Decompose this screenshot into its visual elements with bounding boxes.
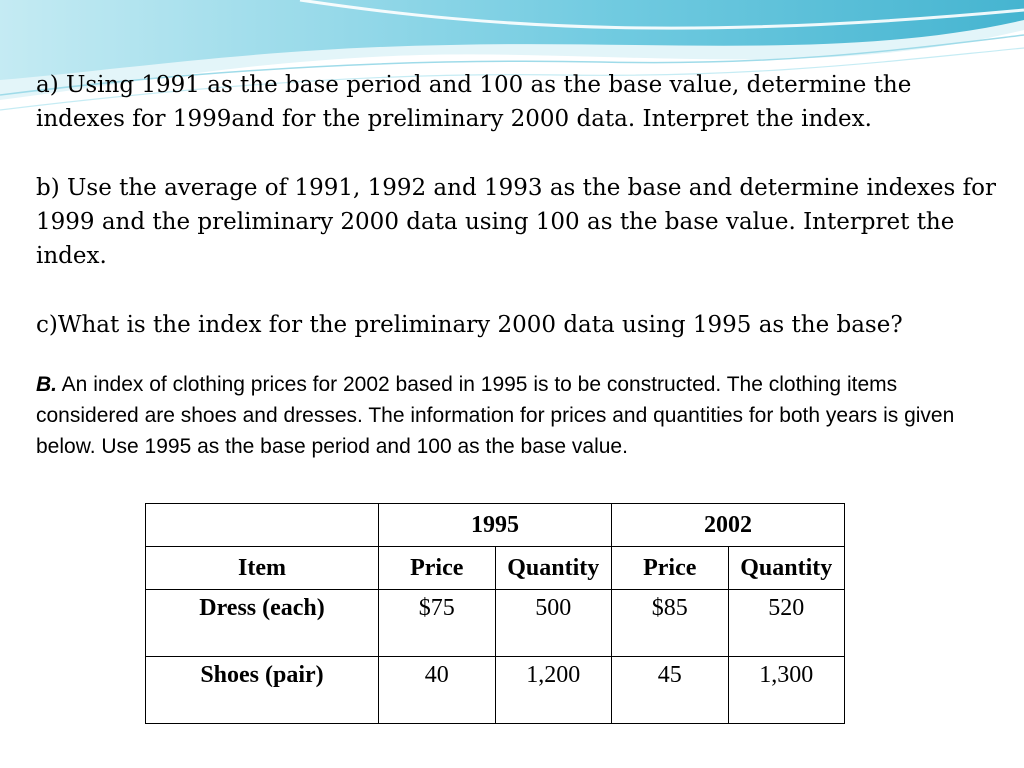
table-cell: 520 — [728, 590, 845, 657]
column-header-cell: Quantity — [495, 547, 612, 590]
question-b-text: b) Use the average of 1991, 1992 and 1993 as the base and determine indexes for 1999 and the preliminary 2000 data using 100 as the base value. Interpret the index. — [36, 175, 1004, 269]
table-cell: 1,200 — [495, 657, 612, 724]
table-row — [146, 657, 845, 724]
clothing-price-table — [145, 503, 845, 724]
table-row — [146, 590, 845, 657]
question-c-text: c)What is the index for the preliminary 2000 data using 1995 as the base? — [36, 312, 903, 338]
column-header-cell: Price — [612, 547, 729, 590]
year-header-cell: 2002 — [612, 504, 845, 547]
column-header-cell: Quantity — [728, 547, 845, 590]
column-header-cell: Price — [379, 547, 496, 590]
table-cell: 1,300 — [728, 657, 845, 724]
question-a-text: a) Using 1991 as the base period and 100 as the base value, determine the indexes for 1999and for the preliminary 2000 data. Interpret the index. — [36, 72, 919, 132]
table-cell: 45 — [612, 657, 729, 724]
table-cell: $75 — [379, 590, 496, 657]
column-header-cell: Item — [146, 547, 379, 590]
year-header-cell: 1995 — [379, 504, 612, 547]
item-cell: Dress (each) — [146, 590, 379, 657]
item-cell: Shoes (pair) — [146, 657, 379, 724]
section-b-text: An index of clothing prices for 2002 based in 1995 is to be constructed. The clothing items considered are shoes and dresses. The information for prices and quantities for both years is given below. Use 1995 as the base period and 100 as the base value. — [36, 373, 955, 458]
table-header-empty-cell — [146, 504, 379, 547]
table-cell: $85 — [612, 590, 729, 657]
table-cell: 500 — [495, 590, 612, 657]
table-year-header-row — [146, 504, 845, 547]
section-b-description — [36, 369, 1004, 462]
table-cell: 40 — [379, 657, 496, 724]
table-column-header-row — [146, 547, 845, 590]
section-b-label: B. — [36, 373, 57, 396]
